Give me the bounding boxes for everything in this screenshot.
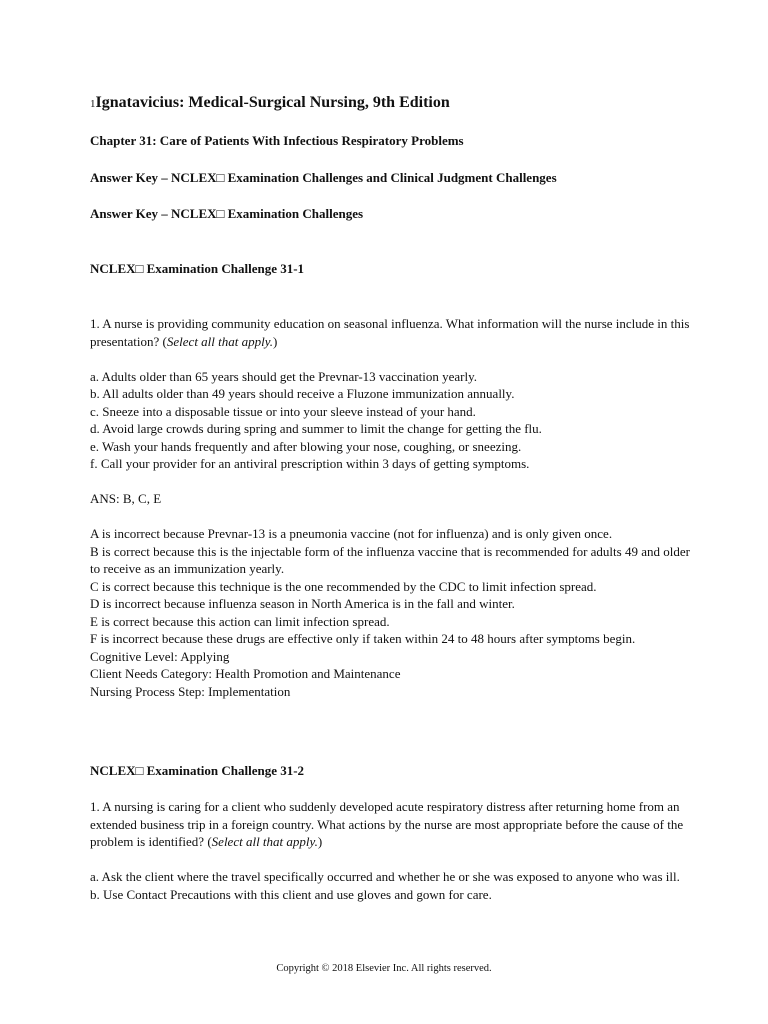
book-title [90, 94, 450, 112]
challenge-2-heading: NCLEX□ Examination Challenge 31-2 [90, 763, 305, 778]
option-e: e. Wash your hands frequently and after blowing your nose, coughing, or sneezing. [90, 438, 522, 454]
chapter-heading: Chapter 31: Care of Patients With Infectious Respiratory Problems [90, 133, 464, 148]
answer-line: ANS: B, C, E [90, 491, 162, 506]
rationale-e: E is correct because this action can limit infection spread. [90, 613, 390, 629]
challenge-2-option-a: a. Ask the client where the travel specifically occurred and whether he or she was exposed to anyone who was ill. [90, 869, 680, 884]
copyright-footer: Copyright © 2018 Elsevier Inc. All rights reserved. [276, 963, 492, 974]
challenge-2-body [90, 798, 690, 903]
option-a: a. Adults older than 65 years should get the Prevnar-13 vaccination yearly. [90, 368, 477, 384]
option-c: c. Sneeze into a disposable tissue or into your sleeve instead of your hand. [90, 403, 476, 419]
book-title-text: Ignatavicius: Medical-Surgical Nursing, 9th Edition [95, 94, 450, 111]
challenge-2-question: 1. A nursing is caring for a client who suddenly developed acute respiratory distress after returning home from an extended business trip in a foreign country. What actions by the nurse are most appropriate before the cause of the problem is identified? (Select all that apply.) [90, 799, 684, 849]
challenge-1-body [90, 315, 690, 700]
challenge-2-option-b: b. Use Contact Precautions with this client and use gloves and gown for care. [90, 886, 492, 902]
rationale-b: B is correct because this is the injectable form of the influenza vaccine that is recommended for adults 49 and older to receive as an immunization yearly. [90, 543, 690, 576]
answer-key-subheading: Answer Key – NCLEX□ Examination Challenges [90, 206, 364, 221]
cognitive-level: Cognitive Level: Applying [90, 648, 230, 664]
rationale-c: C is correct because this technique is the one recommended by the CDC to limit infection spread. [90, 578, 597, 594]
page-number: 1 [90, 98, 96, 110]
challenge-1-question: 1. A nurse is providing community education on seasonal influenza. What information will the nurse include in this presentation? (Select all that apply.) [90, 316, 690, 349]
option-f: f. Call your provider for an antiviral prescription within 3 days of getting symptoms. [90, 456, 530, 471]
client-needs-category: Client Needs Category: Health Promotion and Maintenance [90, 666, 401, 681]
rationale-a: A is incorrect because Prevnar-13 is a pneumonia vaccine (not for influenza) and is only given once. [90, 526, 613, 541]
rationale-f: F is incorrect because these drugs are effective only if taken within 24 to 48 hours after symptoms begin. [90, 631, 636, 646]
option-d: d. Avoid large crowds during spring and summer to limit the change for getting the flu. [90, 421, 542, 436]
rationale-d: D is incorrect because influenza season in North America is in the fall and winter. [90, 596, 515, 611]
answer-key-heading: Answer Key – NCLEX□ Examination Challenges and Clinical Judgment Challenges [90, 170, 557, 185]
option-b: b. All adults older than 49 years should receive a Fluzone immunization annually. [90, 386, 515, 401]
challenge-1-heading: NCLEX□ Examination Challenge 31-1 [90, 261, 305, 276]
nursing-process-step: Nursing Process Step: Implementation [90, 683, 291, 699]
